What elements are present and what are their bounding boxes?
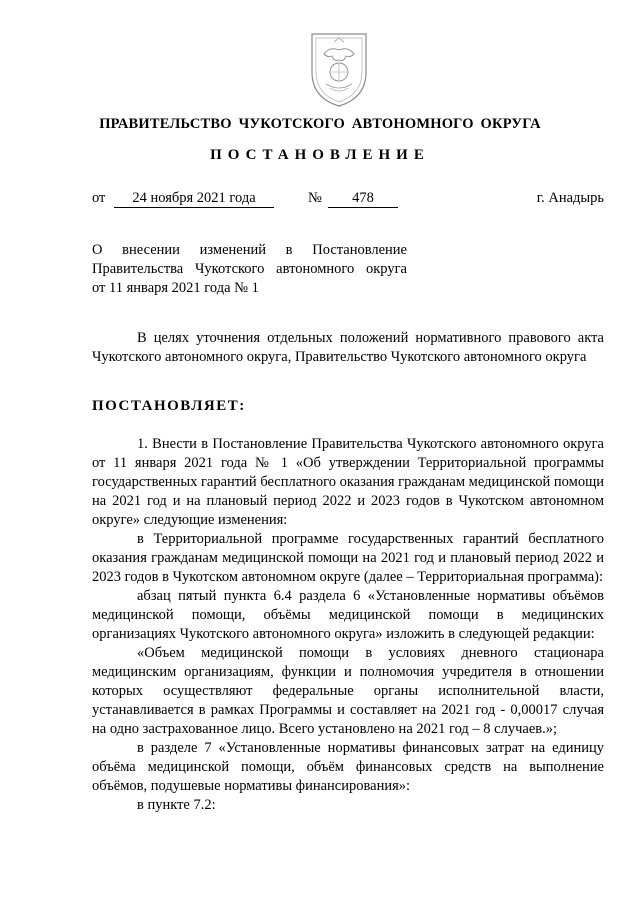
subject-line: О внесении изменений в Постановление	[92, 242, 407, 258]
body-paragraph: в разделе 7 «Установленные нормативы финансовых затрат на единицу объёма медицинской помощи, объём финансовых средств на выполнение объёмов, подушевые нормативы финансирования»:	[92, 740, 604, 794]
document-meta	[92, 190, 604, 210]
date-label: от	[92, 190, 106, 206]
document-city: г. Анадырь	[536, 190, 604, 206]
body-paragraph: «Объем медицинской помощи в условиях дневного стационара медицинским организациям, функции и полномочия учредителя в отношении которых осуществляют федеральные органы исполнительной власти, устанавливается в рамках Программы и составляет на 2021 год - 0,00017 случая на одно застрахованное лицо. Всего установлено на 2021 год – 8 случаев.»;	[92, 645, 604, 737]
document-type: ПОСТАНОВЛЕНИЕ	[210, 147, 430, 163]
subject-line: Правительства Чукотского автономного округа	[92, 261, 407, 277]
body-paragraph: 1. Внести в Постановление Правительства Чукотского автономного округа от 11 января 2021 года № 1 «Об утверждении Территориальной программы государственных гарантий бесплатного оказания гражданам медицинской помощи на 2021 год и на плановый период 2022 и 2023 годов в Чукотском автономном округе» следующие изменения:	[92, 436, 604, 528]
subject-line: от 11 января 2021 года № 1	[92, 280, 259, 296]
number-label: №	[308, 190, 322, 206]
preamble	[92, 329, 604, 367]
document-number: 478	[328, 190, 398, 208]
document-date: 24 ноября 2021 года	[114, 190, 274, 208]
body-paragraph: в Территориальной программе государственных гарантий бесплатного оказания гражданам медицинской помощи на 2021 год и плановый период 2022 и 2023 годов в Чукотском автономном округе (далее – Территориальная программа):	[92, 531, 604, 585]
document-body	[92, 435, 604, 815]
coat-of-arms-icon	[304, 28, 374, 110]
preamble-text: В целях уточнения отдельных положений нормативного правового акта Чукотского автономного округа, Правительство Чукотского автономного округа	[92, 330, 604, 365]
decree-heading: ПОСТАНОВЛЯЕТ:	[92, 398, 246, 414]
body-paragraph: абзац пятый пункта 6.4 раздела 6 «Установленные нормативы объёмов медицинской помощи, объёмы медицинской помощи в медицинских организациях Чукотского автономного округа» изложить в следующей редакции:	[92, 588, 604, 642]
government-title: ПРАВИТЕЛЬСТВО ЧУКОТСКОГО АВТОНОМНОГО ОКРУГА	[99, 116, 541, 132]
document-subject	[92, 241, 407, 298]
body-paragraph: в пункте 7.2:	[137, 797, 216, 813]
